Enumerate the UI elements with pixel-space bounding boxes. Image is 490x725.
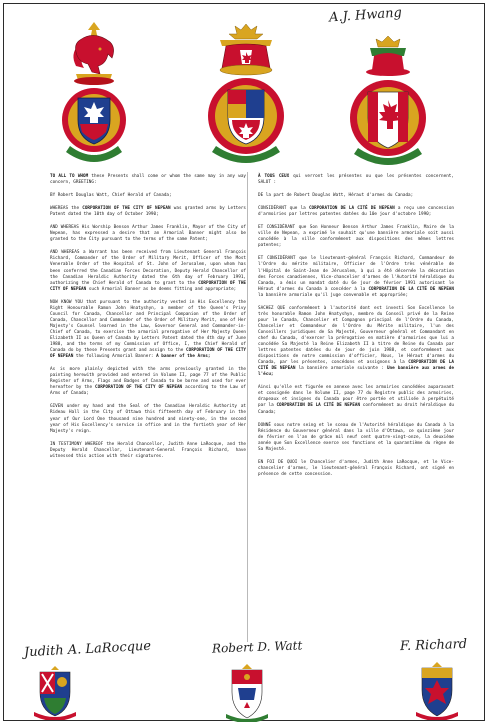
signature-herald-chancellor: Judith A. LaRocque — [23, 638, 152, 661]
french-en-foi: EN FOI DE QUOI le Chancelier d'armes, Judith Anne LaRocque, et le Vice-chancelier d'armes, le lieutenant-général François Richard, ont signé en présence de cette concession. — [258, 459, 454, 477]
signature-top-right: A.J. Hwang — [328, 5, 403, 26]
french-donne: DONNÉ sous notre seing et le sceau de l'Autorité héraldique du Canada à la Résidence du Gouverneur général dans la ville d'Ottawa, ce quinzième jour de février en l'an de grâce mil neuf cent quatre-vingt-onze, la deuxième année que Son Excellence exerce ses fonctions et la quarantième du règne de Sa Majesté. — [258, 422, 454, 452]
english-whereas-3: AND WHEREAS a Warrant has been received from Lieutenant General François Richard, Commander of the Order of Military Merit, Officer of the Most Venerable Order of the Hospital of St. John of Jerusalem, upon whom has been conferred the Canadian Forces Decoration, Deputy Herald Chancellor of the Canadian Heraldic Authority dated the 6th day of February 1991, authorizing the Chief Herald of Canada to grant to the CORPORATION OF THE CITY OF NEPEAN such Armorial Banner as be deems fitting and appropriate; — [50, 250, 246, 292]
french-considerant-1: CONSIDÉRANT que la CORPORATION DE LA CITÉ DE NEPEAN a reçu une concession d'armoiries par lettres patentes datées du 10e jour d'octobre 1990; — [258, 206, 454, 218]
french-text-column — [258, 174, 454, 485]
english-testimony: IN TESTIMONY WHEREOF the Herald Chancellor, Judith Anne LaRocque, and the Deputy Herald Chancellor, Lieutenant-General François Richard, have witnessed this action with their signatures. — [50, 441, 246, 459]
english-salutation: TO ALL TO WHOM these Presents shall come or whom the same may in any way concern, GREETING: — [50, 174, 247, 186]
letters-patent-document — [3, 3, 485, 721]
english-depiction: As is more plainly depicted with the arms previously granted in the painting herewith provided and entered in Volume II, page 77 of the Public Register of Arms, Flags and Badges of Canada to be borne and used for ever hereafter by the CORPORATION OF THE CITY OF NEPEAN according to the Law of Arms of Canada; — [50, 367, 246, 397]
arms-of-herald-icon — [32, 664, 78, 720]
french-considerant-3: ET CONSIDÉRANT que le lieutenant-général François Richard, Commandeur de l'Ordre du mérite militaire, Officier de l'Ordre très vénérable de l'Hôpital de Saint-Jean de Jérusalem, à qui a été décernée la décoration des Forces canadiennes, Vice-chancelier d'armes de l'Autorité héraldique du Canada, a émis un mandat daté du 6e jour de février 1991 autorisant le Héraut d'armes du Canada à concéder à la CORPORATION DE LA CITÉ DE NEPEAN la bannière armoriale qu'il juge convenable et appropriée; — [258, 256, 454, 298]
english-grant: NOW KNOW YOU that pursuant to the authority vested in His Excellency the Right Honourable Ramon John Hnatyshyn, a member of the Queen's Privy Council for Canada, Chancellor and Principal Companion of the Order of Canada, Chancellor and Commander of the Order of Military Merit, one of Her Majesty's Counsel learned in the Law, Governor General and Commander-in-Chief of Canada, to exercise the armorial prerogative of Her Majesty Queen Elizabeth II as Queen of Canada by Letters Patent dated the 4th day of June 1988, and the terms of my Commission of Office, I, the Chief Herald of Canada do by these Presents grant and assign to the CORPORATION OF THE CITY OF NEPEAN the following Armorial Banner: A banner of the Arms; — [50, 299, 247, 360]
french-depiction: Ainsi qu'elle est figurée en annexe avec les armoiries concédées auparavant et consignée dans le Volume II, page 77 du Registre public des armoiries, drapeaux et insignes du Canada pour être portée et utilisée à perpétuité par la CORPORATION DE LA CITÉ DE NEPEAN conformément au droit héraldique du Canada; — [258, 385, 454, 415]
svg-text:•••: ••• — [90, 152, 98, 157]
arms-of-deputy-icon — [224, 662, 270, 722]
english-given: GIVEN under my hand and the Seal of the Canadian Heraldic Authority at Rideau Hall in the City of Ottawa this fifteenth day of February in the year of Our Lord One thousand nine hundred and ninety-one, in the second year of His Excellency's service in office and in the fortieth year of Her Majesty's reign. — [50, 404, 246, 434]
column-divider — [247, 172, 248, 642]
french-grant: SACHEZ QUE conformément à l'autorité dont est investi Son Excellence le très honorable Ramon John Hnatyshyn, membre du Conseil privé de la Reine pour le Canada, Chancelier et Compagnon principal de l'Ordre du Canada, Chancelier et Commandeur de l'Ordre du Mérite militaire, l'un des Conseillers juridiques de Sa Majesté, Gouverneur général et Commandant en chef du Canada, d'exercer la prérogative en matière d'armoiries que lui a concédée Sa Majesté la Reine Elizabeth II à titre de Reine du Canada par lettres patentes datées du 4e jour de juin 1988, et conformément aux dispositions de notre commission d'officier, Nous, le Héraut d'armes du Canada, par les présentes, concédons et assignons à la CORPORATION DE LA CITÉ DE NEPEAN la bannière armoriale suivante : Une bannière aux armes de l'écu; — [258, 305, 454, 378]
arms-of-canada-icon — [50, 16, 138, 171]
arms-of-chancellor-icon — [414, 660, 460, 720]
english-whereas-1: WHEREAS the CORPORATION OF THE CITY OF NEPEAN was granted arms by Letters Patent dated the 10th day of October 1990; — [50, 206, 247, 218]
flag-of-canada-shield-icon — [344, 34, 432, 170]
english-whereas-2: AND WHEREAS His Worship Benson Arthur James Franklin, Mayor of the City of Nepean, has expressed a desire that an Armorial Banner might also be granted to the City pursuant to the terms of the same Patent; — [50, 225, 246, 243]
english-herald-line: BY Robert Douglas Watt, Chief Herald of Canada; — [50, 193, 172, 199]
french-herald-line: DE la part de Robert Douglas Watt, Héraut d'armes du Canada; — [258, 193, 414, 199]
signature-deputy-herald-chancellor: F. Richard — [399, 636, 468, 655]
french-considerant-2: ET CONSIDÉRANT que Son Honneur Benson Arthur James Franklin, Maire de la ville de Nepean, a exprimé le souhait qu'une bannière armoriale soit aussi concédée à la ville conformément aux dispositions des mêmes lettres patentes; — [258, 225, 454, 249]
signature-chief-herald: Robert D. Watt — [211, 638, 303, 656]
english-text-column — [50, 174, 246, 467]
french-salutation: À TOUS CEUX qui verront les présentes ou que les présentes concernent, SALUT : — [258, 174, 454, 186]
arms-of-city-of-nepean-icon — [200, 20, 292, 170]
